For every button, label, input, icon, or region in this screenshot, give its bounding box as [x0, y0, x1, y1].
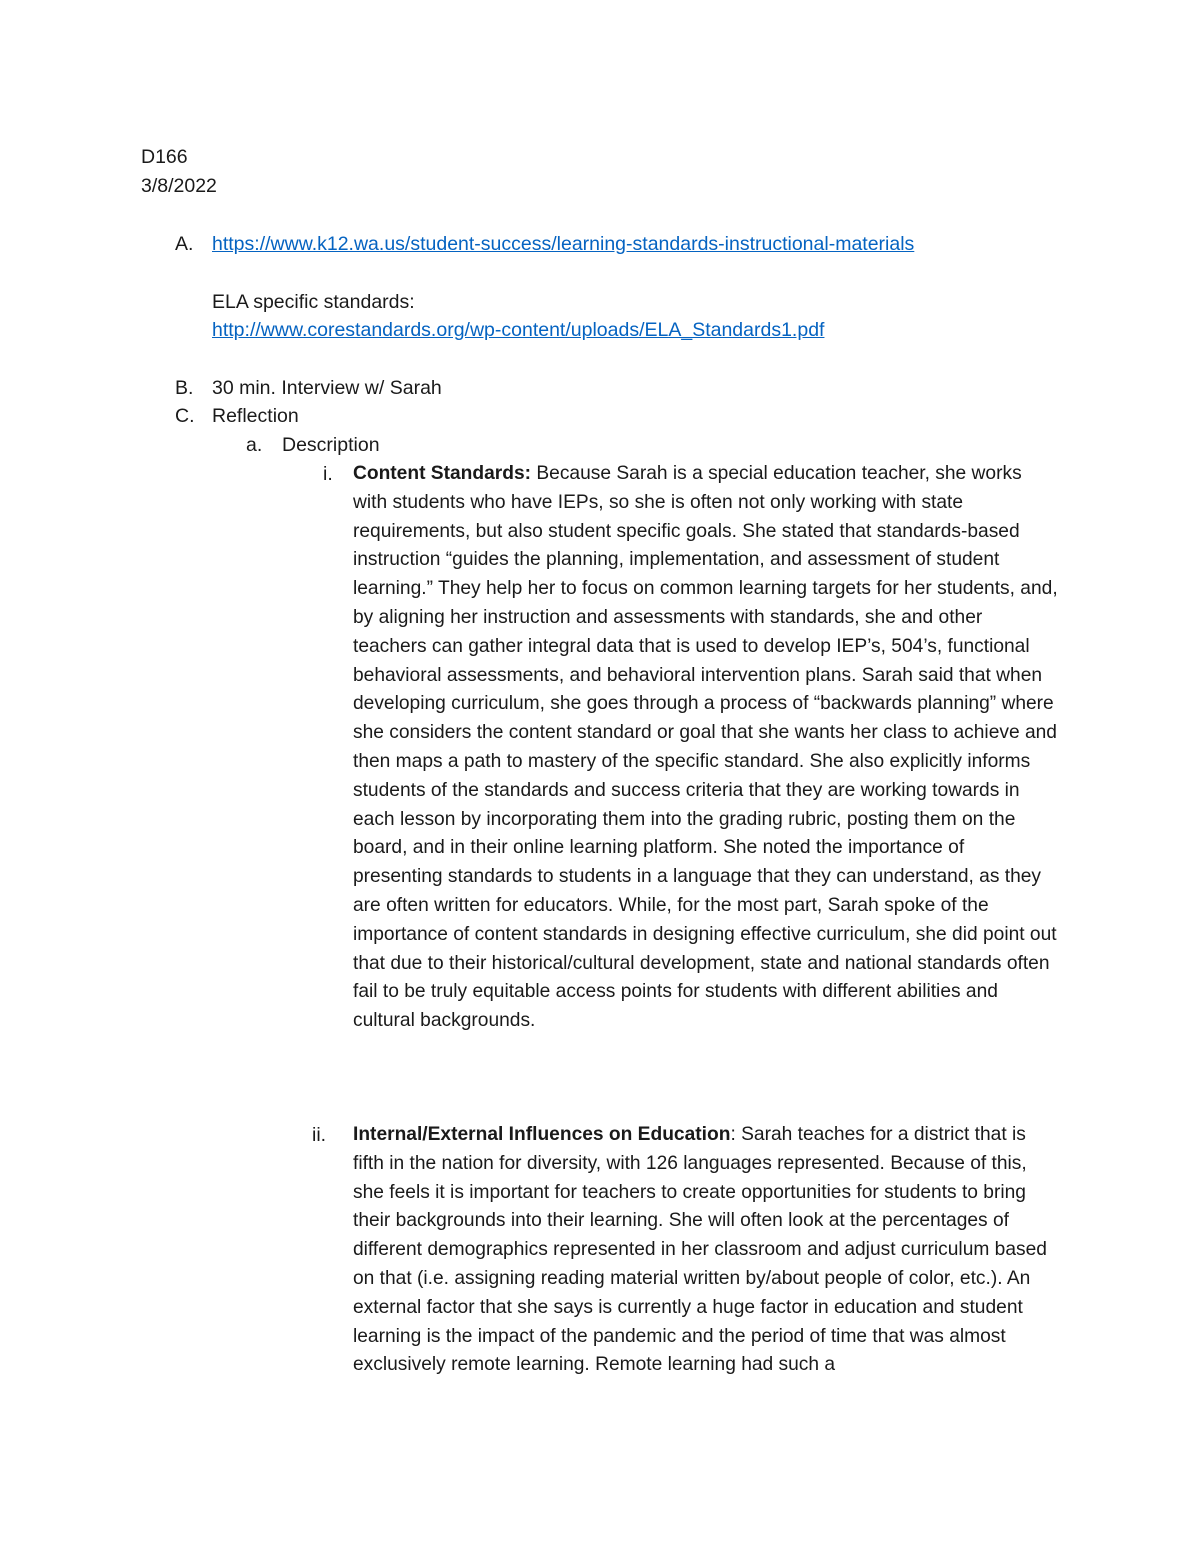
content-standards-paragraph	[353, 460, 1058, 1036]
influences-paragraph	[353, 1121, 1058, 1380]
list-marker-i: i.	[323, 463, 333, 485]
list-marker-a: A.	[175, 233, 194, 255]
description-heading: Description	[282, 434, 380, 456]
ela-standards-label: ELA specific standards:	[212, 291, 415, 313]
list-marker-b: B.	[175, 377, 194, 399]
influences-heading: Internal/External Influences on Education	[353, 1124, 731, 1145]
influences-body: : Sarah teaches for a district that is fifth in the nation for diversity, with 126 languages represented. Because of this, she feels it is important for teachers to create opportunities for students to bring their backgrounds into their learning. She will often look at the percentages of different demographics represented in her classroom and adjust curriculum based on that (i.e. assigning reading material written by/about people of color, etc.). An external factor that she says is currently a huge factor in education and student learning is the impact of the pandemic and the period of time that was almost exclusively remote learning. Remote learning had such a	[353, 1124, 1047, 1376]
content-standards-body: Because Sarah is a special education teacher, she works with students who have IEPs, so she is often not only working with state requirements, but also student specific goals. She stated that standards-based instruction “guides the planning, implementation, and assessment of student learning.” They help her to focus on common learning targets for her students, and, by aligning her instruction and assessments with standards, she and other teachers can gather integral data that is used to develop IEP’s, 504’s, functional behavioral assessments, and behavioral intervention plans. Sarah said that when developing curriculum, she goes through a process of “backwards planning” where she considers the content standard or goal that she wants her class to achieve and then maps a path to mastery of the specific standard. She also explicitly informs students of the standards and success criteria that they are working towards in each lesson by incorporating them into the grading rubric, posting them on the board, and in their online learning platform. She noted the importance of presenting standards to students in a language that they can understand, as they are often written for educators. While, for the most part, Sarah spoke of the importance of content standards in designing effective curriculum, she did point out that due to their historical/cultural development, state and national standards often fail to be truly equitable access points for students with different abilities and cultural backgrounds.	[353, 463, 1058, 1032]
content-standards-heading: Content Standards:	[353, 463, 532, 484]
document-date: 3/8/2022	[141, 175, 217, 197]
reflection-heading: Reflection	[212, 405, 299, 427]
ela-standards-link[interactable]: http://www.corestandards.org/wp-content/uploads/ELA_Standards1.pdf	[212, 319, 825, 341]
list-marker-c: C.	[175, 405, 195, 427]
interview-item: 30 min. Interview w/ Sarah	[212, 377, 442, 399]
course-code: D166	[141, 146, 188, 168]
list-marker-ii: ii.	[312, 1124, 327, 1146]
list-marker-sub-a: a.	[246, 434, 263, 456]
k12-standards-link[interactable]: https://www.k12.wa.us/student-success/learning-standards-instructional-materials	[212, 233, 915, 255]
